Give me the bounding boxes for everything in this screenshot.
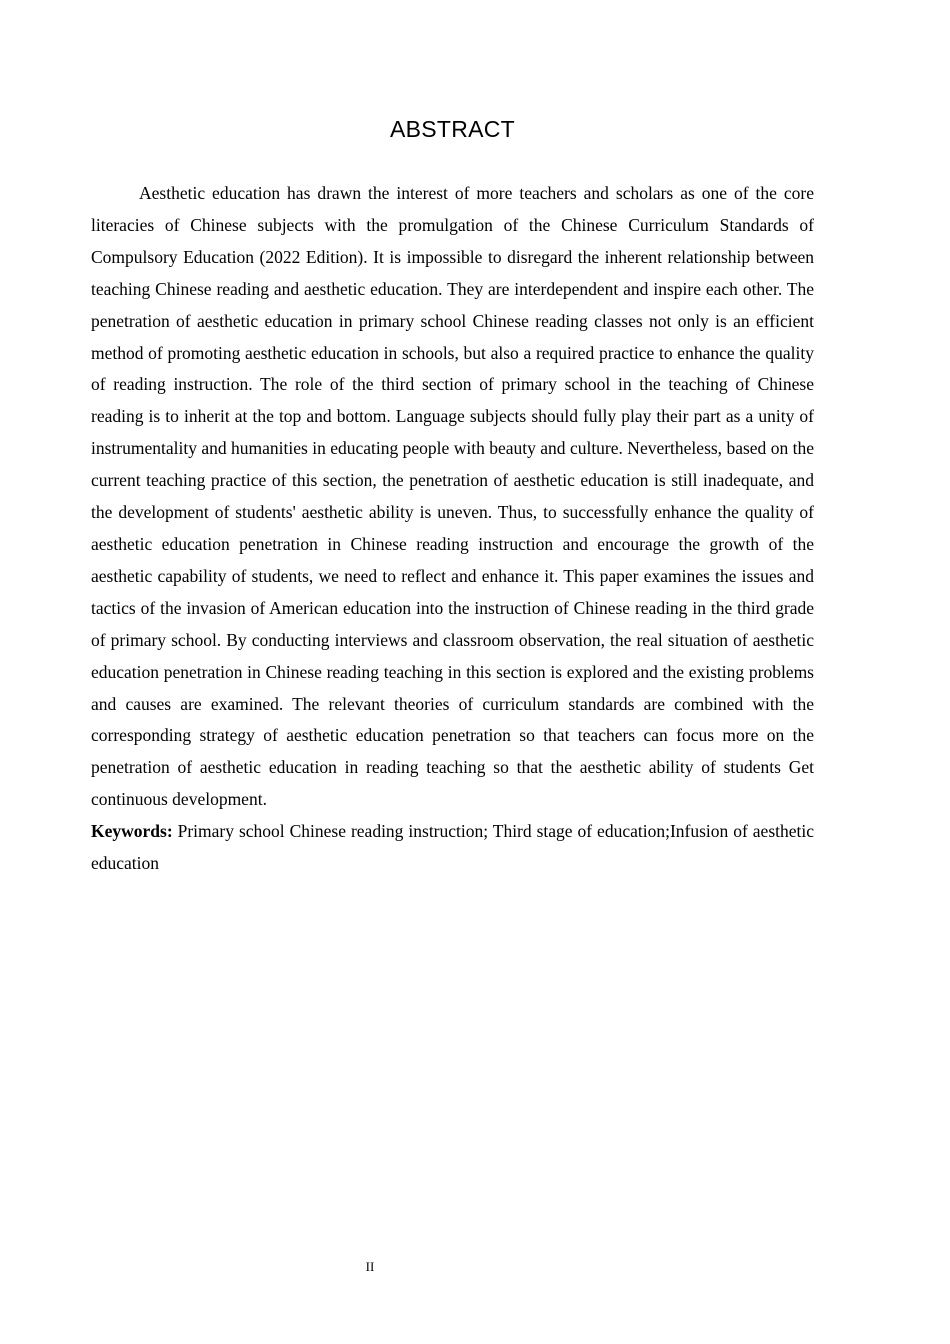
abstract-body [91, 178, 814, 880]
keywords-label: Keywords: [91, 821, 173, 842]
keywords-text: Primary school Chinese reading instruction; Third stage of education;Infusion of aesthetic education [91, 821, 814, 874]
page-number: II [365, 1259, 375, 1274]
abstract-heading: ABSTRACT [389, 116, 516, 142]
abstract-paragraph: Aesthetic education has drawn the interest of more teachers and scholars as one of the core literacies of Chinese subjects with the promulgation of the Chinese Curriculum Standards of Compulsory Education (2022 Edition). It is impossible to disregard the inherent relationship between teaching Chinese reading and aesthetic education. They are interdependent and inspire each other. The penetration of aesthetic education in primary school Chinese reading classes not only is an efficient method of promoting aesthetic education in schools, but also a required practice to enhance the quality of reading instruction. The role of the third section of primary school in the teaching of Chinese reading is to inherit at the top and bottom. Language subjects should fully play their part as a unity of instrumentality and humanities in educating people with beauty and culture. Nevertheless, based on the current teaching practice of this section, the penetration of aesthetic education is still inadequate, and the development of students' aesthetic ability is uneven. Thus, to successfully enhance the quality of aesthetic education penetration in Chinese reading instruction and encourage the growth of the aesthetic capability of students, we need to reflect and enhance it. This paper examines the issues and tactics of the invasion of American education into the instruction of Chinese reading in the third grade of primary school. By conducting interviews and classroom observation, the real situation of aesthetic education penetration in Chinese reading teaching in this section is explored and the existing problems and causes are examined. The relevant theories of curriculum standards are combined with the corresponding strategy of aesthetic education penetration so that teachers can focus more on the penetration of aesthetic education in reading teaching so that the aesthetic ability of students Get continuous development. [91, 183, 814, 810]
keywords-line [91, 816, 814, 880]
